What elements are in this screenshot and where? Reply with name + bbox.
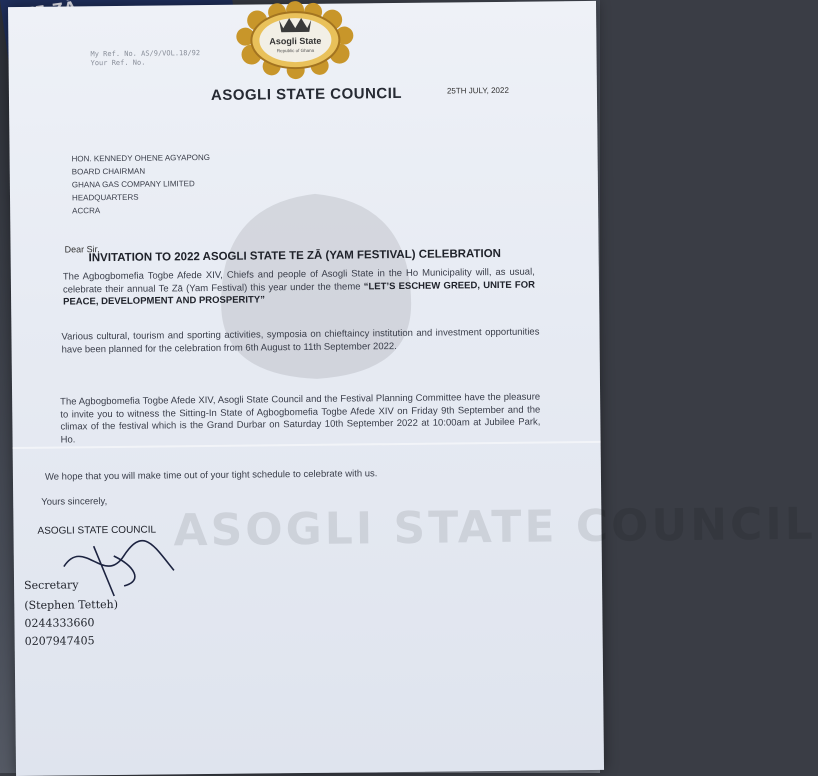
handwritten-signature-icon	[53, 525, 214, 607]
our-ref: My Ref. No. AS/9/VOL.18/92	[90, 49, 201, 59]
phone-number: 0207947405	[24, 634, 95, 648]
recipient-line: ACCRA	[72, 206, 101, 216]
complimentary-close: Yours sincerely,	[41, 496, 108, 508]
signatory-org: ASOGLI STATE COUNCIL	[37, 524, 157, 537]
salutation: Dear Sir,	[64, 244, 100, 255]
council-title: ASOGLI STATE COUNCIL	[210, 84, 403, 104]
recipient-address	[72, 151, 211, 217]
paragraph-intro	[63, 267, 535, 309]
council-crest-icon	[227, 5, 363, 76]
recipient-line: HON. KENNEDY OHENE AGYAPONG	[71, 152, 211, 164]
paragraph-activities: Various cultural, tourism and sporting activities, symposia on chieftaincy institution and investment opportunities have been planned for the celebration from 6th August to 11th September 2022.	[61, 326, 540, 356]
letter-date: 25TH JULY, 2022	[446, 85, 509, 96]
watermark-text: ASOGLI STATE COUNCIL	[173, 498, 816, 557]
crest-subtext: Republic of Ghana	[276, 47, 315, 54]
paragraph-closing-wish: We hope that you will make time out of your tight schedule to celebrate with us.	[44, 468, 378, 483]
recipient-line: BOARD CHAIRMAN	[71, 166, 146, 177]
intro-text: The Agbogbomefia Togbe Afede XIV, Chiefs and people of Asogli State in the Ho Municipality will, as usual, celebrate their annual Te Zā (Yam Festival) this year under the theme	[62, 266, 535, 296]
recipient-line: HEADQUARTERS	[71, 192, 139, 203]
letter-subject: INVITATION TO 2022 ASOGLI STATE TE ZĀ (YAM FESTIVAL) CELEBRATION	[88, 247, 502, 265]
your-ref: Your Ref. No.	[90, 58, 146, 68]
letter-page	[8, 1, 816, 776]
festival-theme: “LET’S ESCHEW GREED, UNITE FOR PEACE, DEVELOPMENT AND PROSPERITY”	[63, 279, 536, 308]
paragraph-invitation: The Agbogbomefia Togbe Afede XIV, Asogli State Council and the Festival Planning Committee have the pleasure to invite you to witness the Sitting-In State of Agbogbomefia Togbe Afede XIV on Friday 9th September and the climax of the festival which is the Grand Durbar on Saturday 10th September 2022 at 10:00am at Jubilee Park, Ho.	[60, 391, 541, 446]
recipient-line: GHANA GAS COMPANY LIMITED	[71, 179, 195, 190]
crest-text: Asogli State	[269, 35, 322, 47]
signatory-name: (Stephen Tetteh)	[24, 597, 119, 612]
phone-number: 0244333660	[24, 616, 95, 630]
signatory-title: Secretary	[24, 578, 79, 592]
